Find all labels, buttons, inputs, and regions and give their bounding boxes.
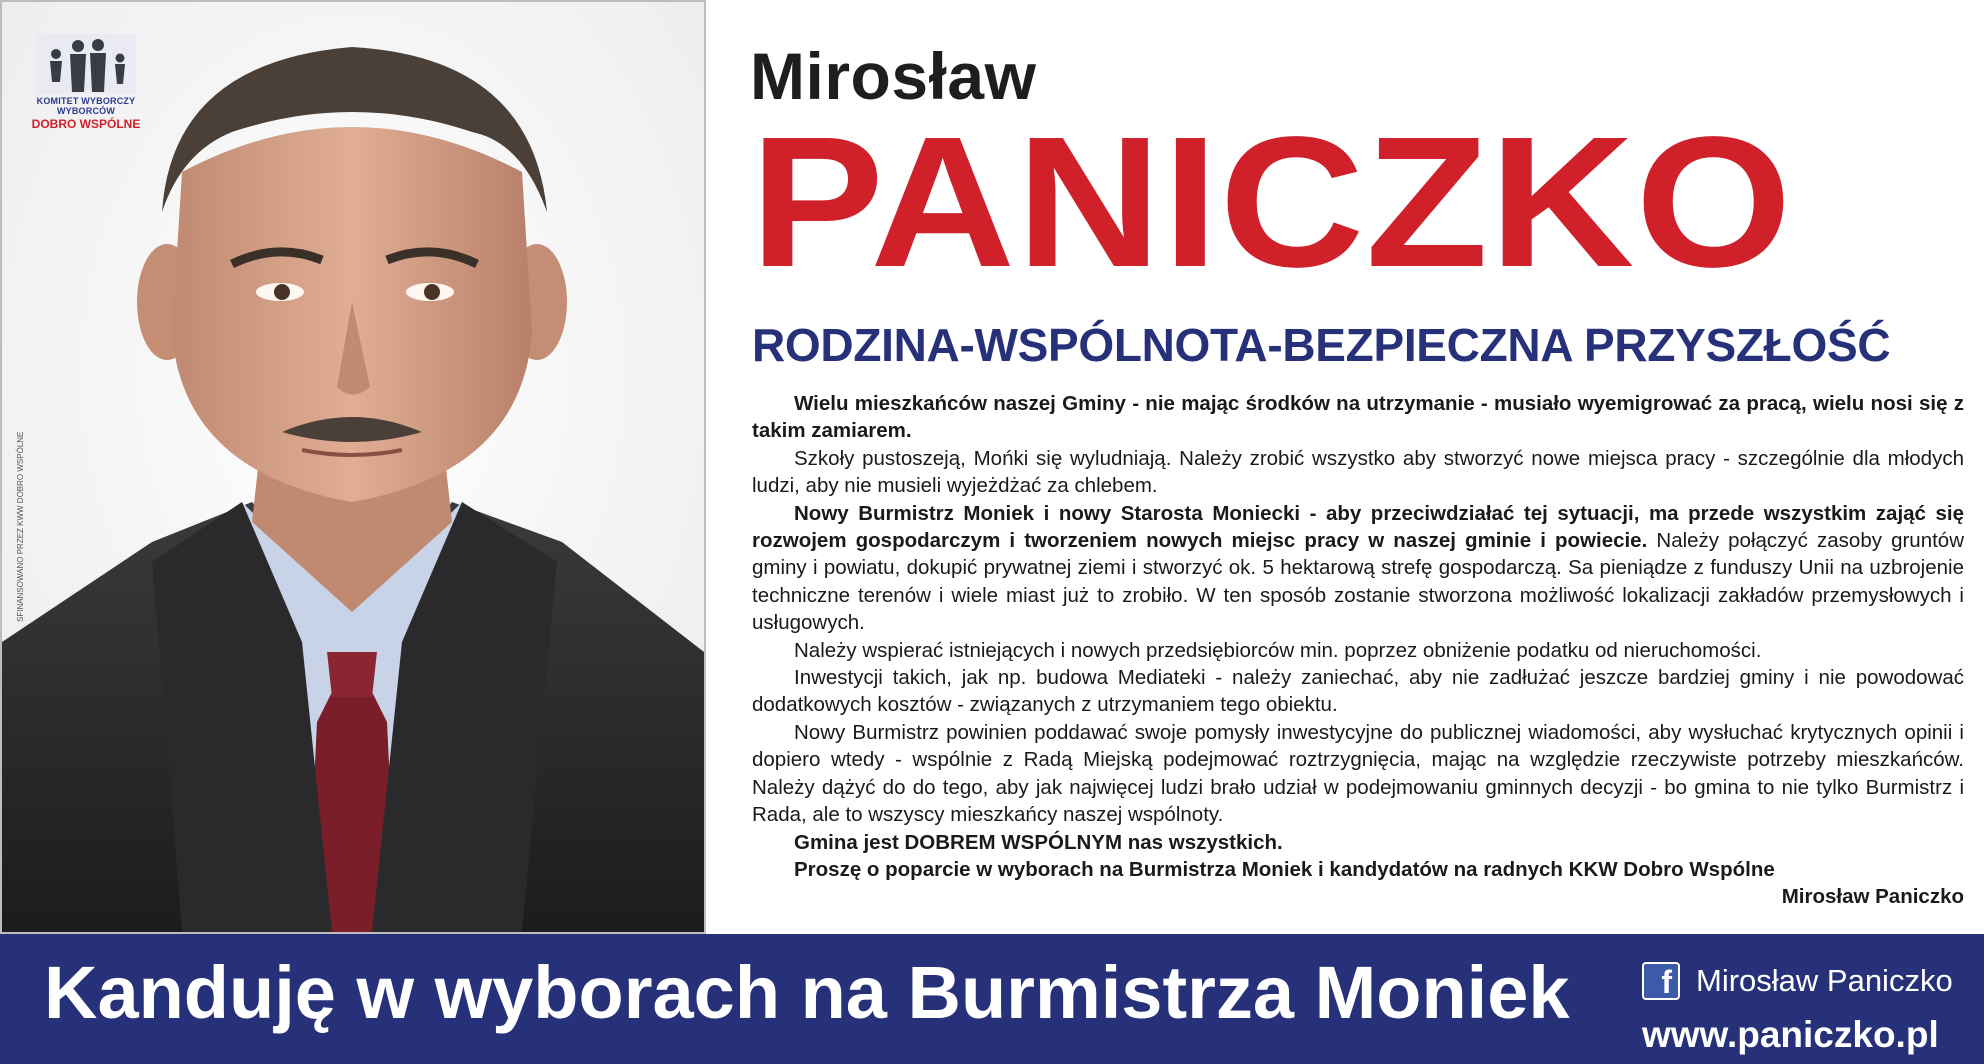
letter-signature: Mirosław Paniczko (1781, 885, 1964, 909)
facebook-icon: f (1642, 962, 1680, 1000)
letter-paragraph-6: Nowy Burmistrz powinien poddawać swoje pomysły inwestycyjne do publicznej wiadomości, aby wysłuchać krytycznych opinii i dopiero wtedy - wspólnie z Radą Miejską podejmować roztrzygnięcia, mając na względzie rzeczywiste potrzeby mieszkańców. Należy dążyć do do tego, aby jak najwięcej ludzi brało udział w podejmowaniu gminnych decyzji - bo gmina to nie tylko Burmistrz i Rada, ale to wszyscy mieszkańcy naszej wspólnoty. (752, 720, 1964, 827)
campaign-letter (752, 390, 1964, 911)
letter-paragraph-1: Wielu mieszkańców naszej Gminy - nie mając środków na utrzymanie - musiało wyemigrować za pracą, wielu nosi się z takim zamiarem. (752, 392, 1964, 443)
letter-paragraph-3-rest: Należy połączyć zasoby gruntów gminy i powiatu, dokupić prywatnej ziemi i stworzyć ok. 5 hektarową strefę gospodarczą. Sa pieniądze z funduszy Unii na uzbrojenie techniczne terenów i wiele miast już to zrobiło. W ten sposób zostanie stworzona możliwość lokalizacji zakładów przemysłowych i usługowych. (752, 529, 1965, 635)
letter-paragraph-7: Gmina jest DOBREM WSPÓLNYM nas wszystkich. (794, 830, 1283, 854)
family-icon (36, 34, 136, 94)
letter-paragraph-8: Proszę o poparcie w wyborach na Burmistrza Moniek i kandydatów na radnych KKW Dobro Wspólne (794, 857, 1775, 881)
letter-paragraph-3-bold: Nowy Burmistrz Moniek i nowy Starosta Moniecki - aby przeciwdziałać tej sytuacji, ma przede wszystkim zająć się rozwojem gospodarczym i tworzeniem nowych miejsc pracy w naszej gminie i powiecie. (752, 501, 1964, 553)
letter-paragraph-3 (752, 500, 1964, 637)
letter-paragraph-4: Należy wspierać istniejących i nowych przedsiębiorców min. poprzez obniżenie podatku od nieruchomości. (794, 638, 1762, 662)
bottom-banner (0, 934, 1984, 1064)
photo-panel (0, 0, 706, 934)
letter-paragraph-5: Inwestycji takich, jak np. budowa Mediateki - należy zaniechać, aby nie zadłużać jeszcze bardziej gminy i nie powodować dodatkowych kosztów - związanych z utrzymaniem tego obiektu. (752, 666, 1964, 717)
campaign-slogan: RODZINA-WSPÓLNOTA-BEZPIECZNA PRZYSZŁOŚĆ (752, 319, 1891, 371)
logo-committee-text: KOMITET WYBORCZY WYBORCÓW (36, 96, 136, 116)
funding-note: SFINANSOWANO PRZEZ KWW DOBRO WSPÓLNE (16, 431, 25, 622)
candidate-last-name: PANICZKO (750, 99, 1793, 306)
logo-brand-text: DOBRO WSPÓLNE (31, 117, 141, 131)
committee-logo (26, 34, 146, 144)
banner-title: Kanduję w wyborach na Burmistrza Moniek (44, 951, 1570, 1034)
facebook-link[interactable] (1642, 962, 1953, 1000)
website-link[interactable]: www.paniczko.pl (1642, 1014, 1939, 1055)
facebook-name: Mirosław Paniczko (1696, 963, 1953, 998)
candidate-first-name: Mirosław (750, 39, 1037, 113)
letter-paragraph-2: Szkoły pustoszeją, Mońki się wyludniają. Należy zrobić wszystko aby stworzyć nowe miejsca pracy - szczególnie dla młodych ludzi, aby nie musieli wyjeżdżać za chlebem. (752, 446, 1964, 498)
